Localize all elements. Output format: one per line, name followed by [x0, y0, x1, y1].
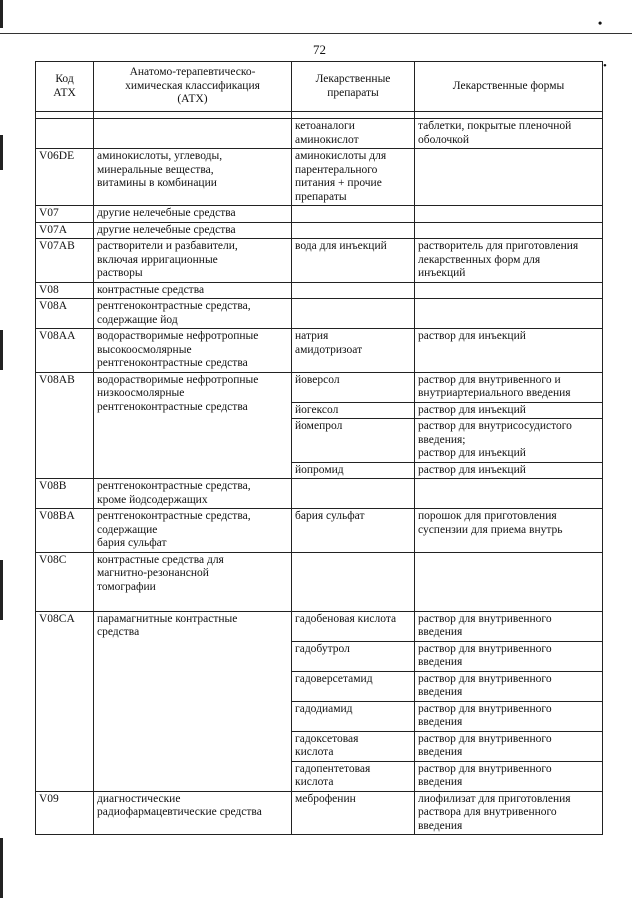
header-classification: Анатомо-терапевтическо- химическая классификация (АТХ)	[94, 62, 292, 112]
cell-form	[415, 206, 603, 223]
cell-classification	[94, 119, 292, 149]
cell-classification: другие нелечебные средства	[94, 222, 292, 239]
cell-drug: гадопентетовая кислота	[292, 761, 415, 791]
cell-drug	[292, 552, 415, 611]
cell-drug: аминокислоты для парентерального питания + прочие препараты	[292, 149, 415, 206]
cell-form: лиофилизат для приготовления раствора для внутривенного введения	[415, 791, 603, 835]
scan-edge-mark	[0, 560, 3, 620]
corner-mark: •	[603, 60, 607, 72]
cell-classification: парамагнитные контрастные средства	[94, 611, 292, 791]
cell-form	[415, 222, 603, 239]
cell-classification: контрастные средства для магнитно-резонансной томографии	[94, 552, 292, 611]
cell-form	[415, 149, 603, 206]
cell-code: V08A	[36, 299, 94, 329]
cell-form	[415, 552, 603, 611]
table-row	[36, 509, 603, 553]
scan-edge-mark	[0, 135, 3, 170]
cell-drug: йопромид	[292, 462, 415, 479]
scan-edge-mark	[0, 838, 3, 898]
cell-code: V09	[36, 791, 94, 835]
table-row	[36, 119, 603, 149]
header-forms: Лекарственные формы	[415, 62, 603, 112]
scan-edge-mark	[0, 330, 3, 370]
cell-drug: йогексол	[292, 402, 415, 419]
cell-form: растворитель для приготовления лекарственных форм для инъекций	[415, 239, 603, 283]
cell-form: раствор для внутривенного введения	[415, 671, 603, 701]
cell-form: раствор для внутрисосудистого введения; раствор для инъекций	[415, 419, 603, 463]
cell-classification: другие нелечебные средства	[94, 206, 292, 223]
cell-drug	[292, 299, 415, 329]
table-row	[36, 611, 603, 641]
cell-code: V08AB	[36, 372, 94, 479]
page-number: 72	[313, 42, 326, 57]
cell-classification: рентгеноконтрастные средства, содержащие бария сульфат	[94, 509, 292, 553]
table-row	[36, 239, 603, 283]
cell-classification: рентгеноконтрастные средства, содержащие йод	[94, 299, 292, 329]
cell-classification	[94, 112, 292, 119]
cell-code	[36, 119, 94, 149]
cell-form: раствор для инъекций	[415, 462, 603, 479]
table-row	[36, 479, 603, 509]
table-row	[36, 206, 603, 223]
table-header-row	[36, 62, 603, 112]
cell-code: V08CA	[36, 611, 94, 791]
cell-classification: водорастворимые нефротропные низкоосмолярные рентгеноконтрастные средства	[94, 372, 292, 479]
cell-drug: гадоверсетамид	[292, 671, 415, 701]
cell-code: V08BA	[36, 509, 94, 553]
cell-drug: гадодиамид	[292, 701, 415, 731]
cell-code: V08B	[36, 479, 94, 509]
cell-code: V07	[36, 206, 94, 223]
top-rule	[0, 33, 632, 34]
cell-drug: меброфенин	[292, 791, 415, 835]
cell-classification: рентгеноконтрастные средства, кроме йодсодержащих	[94, 479, 292, 509]
header-code: Код АТХ	[36, 62, 94, 112]
table-row	[36, 299, 603, 329]
cell-form	[415, 299, 603, 329]
table-row	[36, 329, 603, 373]
cell-code	[36, 112, 94, 119]
header-drugs: Лекарственные препараты	[292, 62, 415, 112]
cell-code: V08C	[36, 552, 94, 611]
cell-code: V08AA	[36, 329, 94, 373]
cell-form: таблетки, покрытые пленочной оболочкой	[415, 119, 603, 149]
cell-drug	[292, 282, 415, 299]
cell-drug	[292, 479, 415, 509]
cell-form: раствор для внутривенного введения	[415, 701, 603, 731]
cell-drug: вода для инъекций	[292, 239, 415, 283]
cell-form: порошок для приготовления суспензии для приема внутрь	[415, 509, 603, 553]
cell-form	[415, 112, 603, 119]
corner-mark: •	[598, 16, 603, 30]
cell-code: V07AB	[36, 239, 94, 283]
cell-form	[415, 479, 603, 509]
cell-classification: диагностические радиофармацевтические средства	[94, 791, 292, 835]
cell-form: раствор для внутривенного введения	[415, 761, 603, 791]
cell-drug: бария сульфат	[292, 509, 415, 553]
cell-code: V06DE	[36, 149, 94, 206]
cell-drug	[292, 222, 415, 239]
table-row	[36, 282, 603, 299]
cell-code: V08	[36, 282, 94, 299]
cell-form: раствор для внутривенного введения	[415, 611, 603, 641]
cell-form: раствор для инъекций	[415, 329, 603, 373]
cell-drug: натрия амидотризоат	[292, 329, 415, 373]
cell-drug	[292, 206, 415, 223]
cell-drug: гадоксетовая кислота	[292, 731, 415, 761]
table-row	[36, 112, 603, 119]
table-row	[36, 791, 603, 835]
cell-form: раствор для инъекций	[415, 402, 603, 419]
cell-classification: контрастные средства	[94, 282, 292, 299]
cell-form: раствор для внутривенного введения	[415, 641, 603, 671]
cell-drug: йомепрол	[292, 419, 415, 463]
cell-code: V07A	[36, 222, 94, 239]
cell-drug: гадобутрол	[292, 641, 415, 671]
cell-classification: растворители и разбавители, включая ирригационные растворы	[94, 239, 292, 283]
cell-classification: водорастворимые нефротропные высокоосмолярные рентгеноконтрастные средства	[94, 329, 292, 373]
table-row	[36, 149, 603, 206]
scan-edge-mark	[0, 0, 3, 28]
cell-form	[415, 282, 603, 299]
cell-classification: аминокислоты, углеводы, минеральные вещества, витамины в комбинации	[94, 149, 292, 206]
table-row	[36, 222, 603, 239]
cell-drug: йоверсол	[292, 372, 415, 402]
cell-form: раствор для внутривенного и внутриартериального введения	[415, 372, 603, 402]
table-row	[36, 372, 603, 402]
atc-drug-table	[35, 61, 603, 835]
table-row	[36, 552, 603, 611]
cell-drug: кетоаналоги аминокислот	[292, 119, 415, 149]
cell-form: раствор для внутривенного введения	[415, 731, 603, 761]
cell-drug: гадобеновая кислота	[292, 611, 415, 641]
cell-drug	[292, 112, 415, 119]
